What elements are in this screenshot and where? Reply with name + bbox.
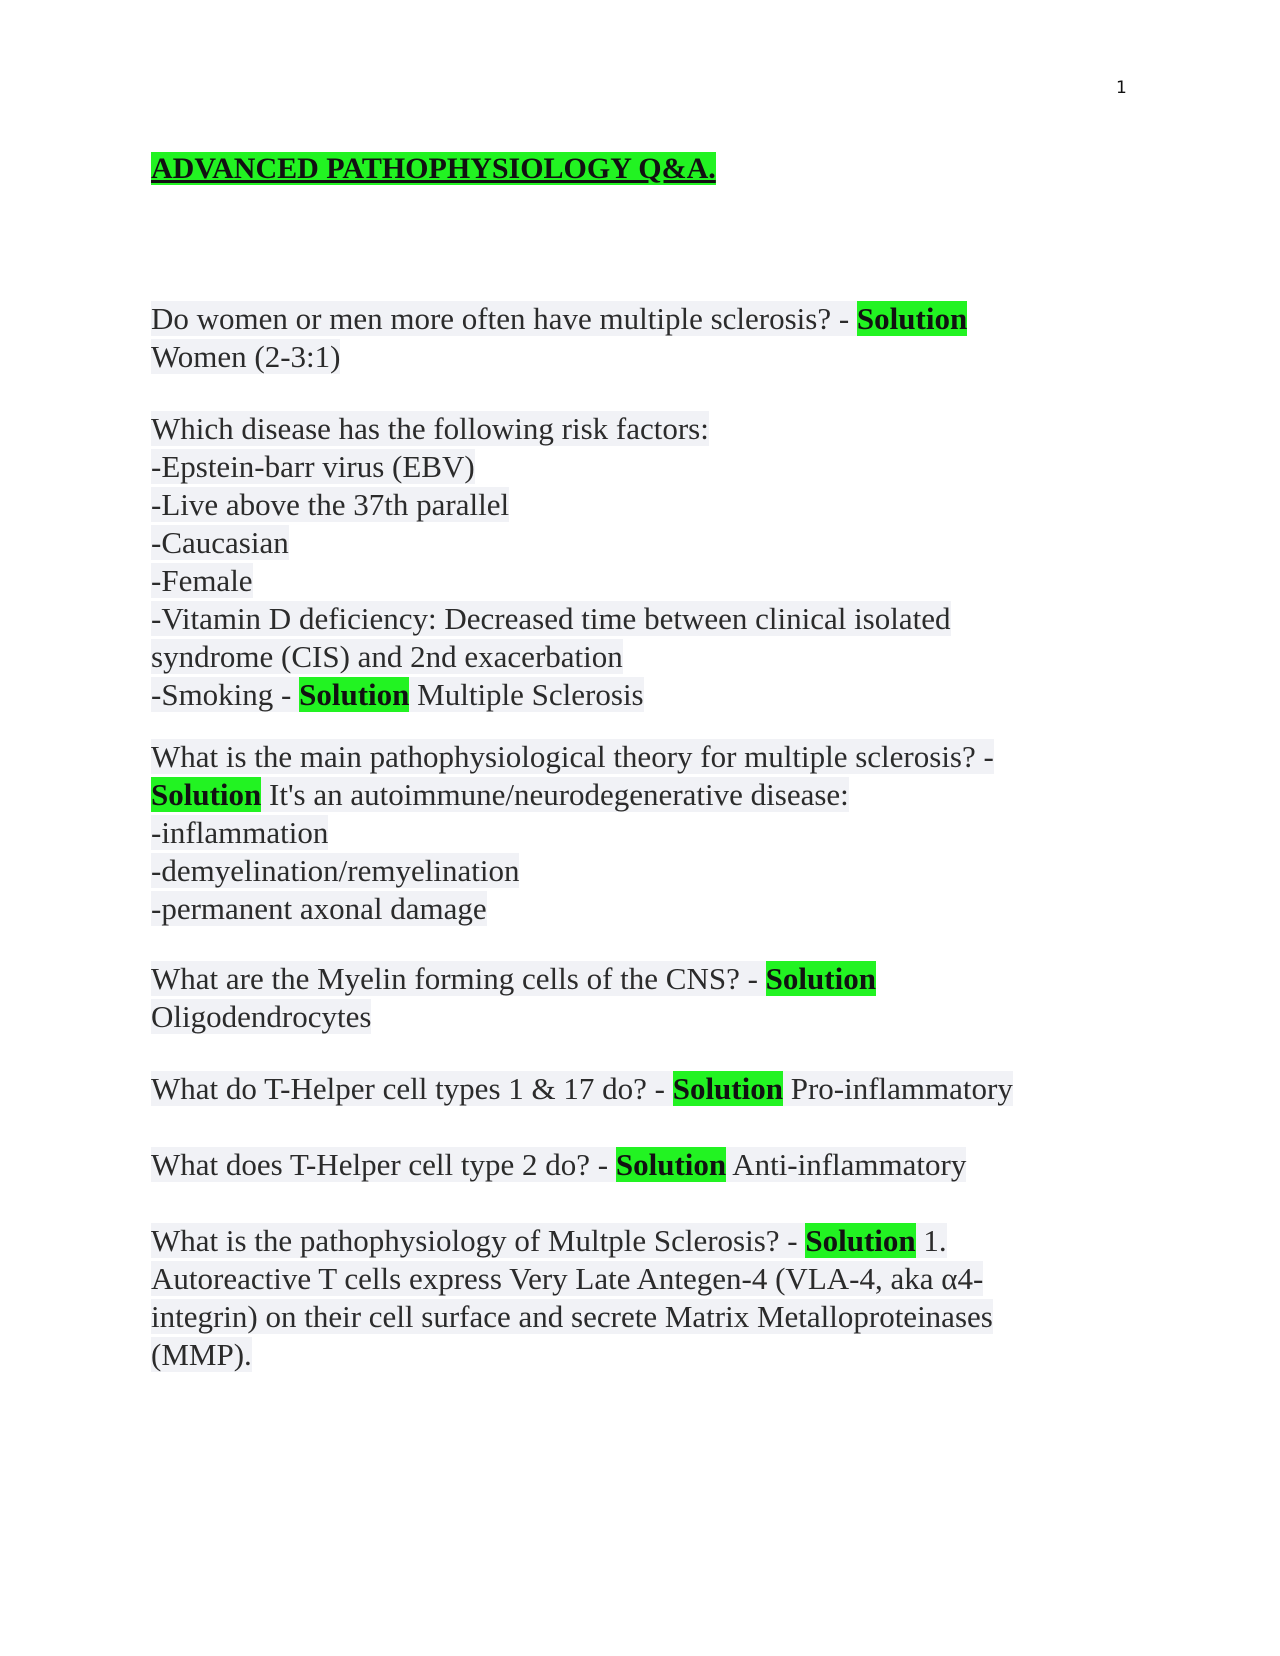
qa-item-4 xyxy=(151,960,1151,1036)
answer-line: 1. xyxy=(923,1223,947,1258)
answer-text: Pro-inflammatory xyxy=(790,1071,1013,1106)
solution-label: Solution xyxy=(672,1071,783,1106)
risk-factor: -Live above the 37th parallel xyxy=(151,487,510,522)
risk-factor: -Caucasian xyxy=(151,525,289,560)
question-text: Do women or men more often have multiple sclerosis? - xyxy=(151,301,850,336)
risk-factor: -Vitamin D deficiency: Decreased time between clinical isolated xyxy=(151,601,951,636)
qa-item-7 xyxy=(151,1222,1151,1374)
solution-label: Solution xyxy=(765,961,876,996)
answer-line: It's an autoimmune/neurodegenerative disease: xyxy=(269,777,849,812)
qa-item-1 xyxy=(151,300,1151,376)
risk-factor-continuation: syndrome (CIS) and 2nd exacerbation xyxy=(151,639,623,674)
qa-item-6 xyxy=(151,1146,1151,1184)
answer-line: integrin) on their cell surface and secrete Matrix Metalloproteinases xyxy=(151,1299,993,1334)
qa-item-2 xyxy=(151,410,1151,714)
answer-line: (MMP). xyxy=(151,1337,252,1372)
question-line: Which disease has the following risk factors: xyxy=(151,411,709,446)
answer-line: -demyelination/remyelination xyxy=(151,853,520,888)
page-number: 1 xyxy=(1116,78,1127,98)
risk-factor: -Smoking - xyxy=(151,677,292,712)
answer-text: Multiple Sclerosis xyxy=(417,677,644,712)
risk-factor: -Epstein-barr virus (EBV) xyxy=(151,449,475,484)
qa-item-3 xyxy=(151,738,1151,928)
question-text: What is the pathophysiology of Multple Sclerosis? - xyxy=(151,1223,798,1258)
solution-label: Solution xyxy=(151,777,262,812)
answer-line: -inflammation xyxy=(151,815,329,850)
solution-label: Solution xyxy=(805,1223,916,1258)
qa-item-5 xyxy=(151,1070,1151,1108)
risk-factor: -Female xyxy=(151,563,253,598)
answer-line: Autoreactive T cells express Very Late Antegen-4 (VLA-4, aka α4- xyxy=(151,1261,984,1296)
solution-label: Solution xyxy=(615,1147,727,1182)
answer-line: -permanent axonal damage xyxy=(151,891,487,926)
answer-text: Women (2-3:1) xyxy=(151,339,341,374)
answer-text: Anti-inflammatory xyxy=(732,1147,967,1182)
solution-label: Solution xyxy=(856,301,968,336)
question-text: What are the Myelin forming cells of the CNS? - xyxy=(151,961,758,996)
document-title xyxy=(151,150,716,188)
question-text: What do T-Helper cell types 1 & 17 do? - xyxy=(151,1071,665,1106)
solution-label: Solution xyxy=(299,677,410,712)
question-text: What is the main pathophysiological theory for multiple sclerosis? - xyxy=(151,739,994,774)
answer-text: Oligodendrocytes xyxy=(151,999,372,1034)
question-text: What does T-Helper cell type 2 do? - xyxy=(151,1147,609,1182)
document-title-text: ADVANCED PATHOPHYSIOLOGY Q&A. xyxy=(151,152,716,185)
